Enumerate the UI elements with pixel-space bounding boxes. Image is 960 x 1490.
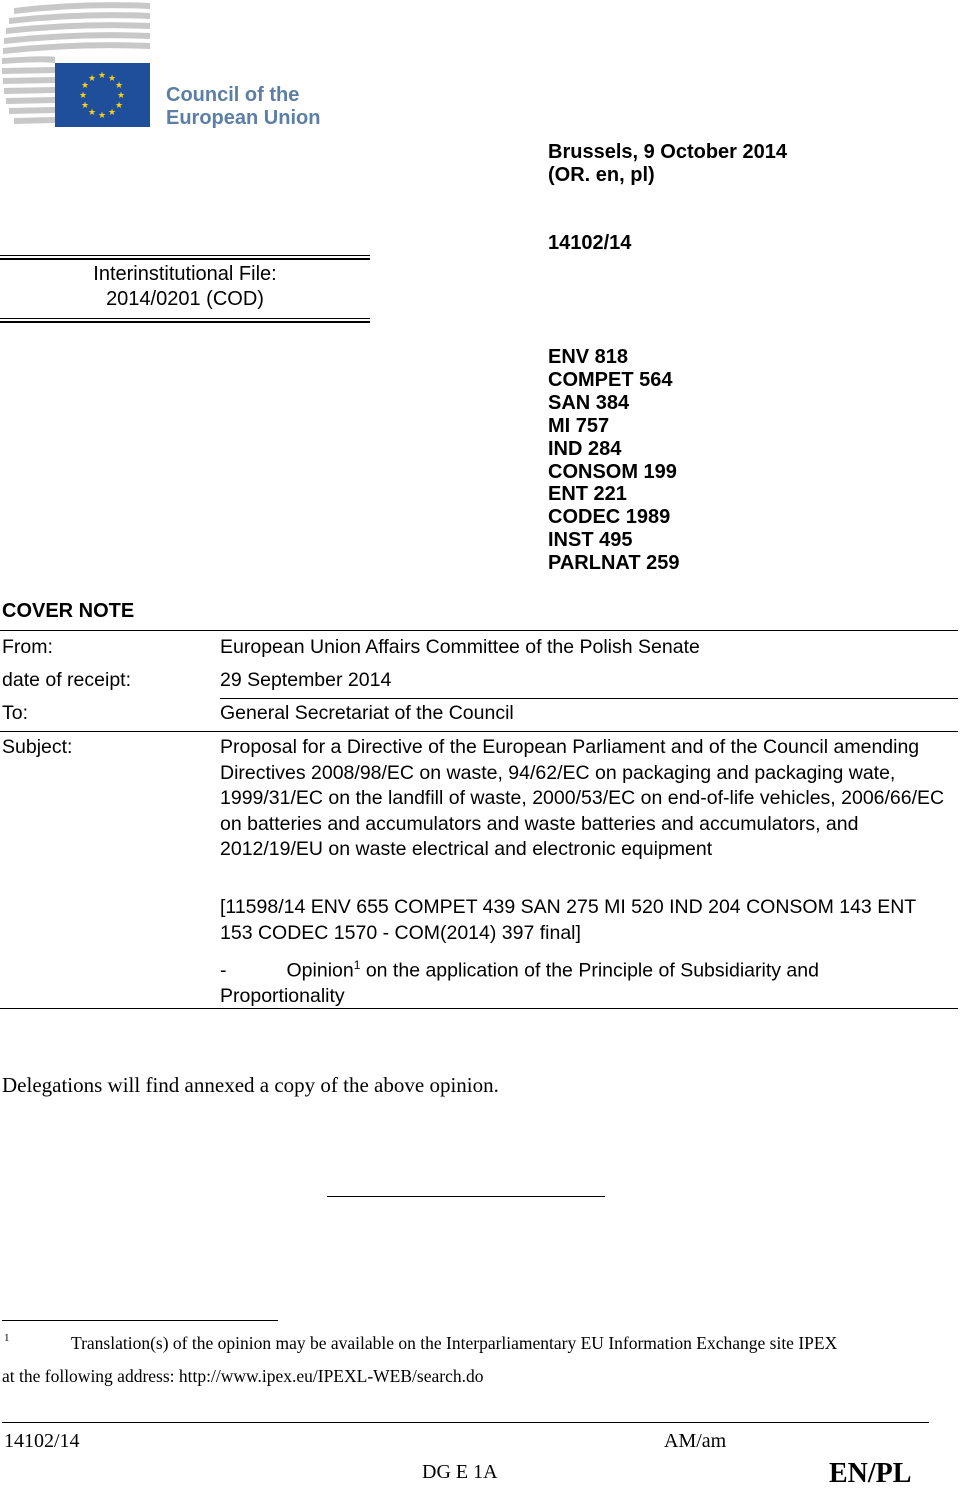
delegations-text: Delegations will find annexed a copy of the above opinion. xyxy=(2,1073,499,1097)
svg-text:★: ★ xyxy=(114,81,124,91)
classification-code: COMPET 564 xyxy=(548,368,673,391)
svg-text:★: ★ xyxy=(78,91,88,101)
svg-text:★: ★ xyxy=(107,108,117,118)
subject-reference: [11598/14 ENV 655 COMPET 439 SAN 275 MI 520 IND 204 CONSOM 143 ENT 153 CODEC 1570 - COM(2014) 397 final] xyxy=(220,896,916,944)
svg-text:★: ★ xyxy=(80,81,90,91)
org-name-line1: Council of the xyxy=(166,84,300,106)
footer-language: EN/PL xyxy=(829,1458,912,1489)
file-label: Interinstitutional File: xyxy=(93,263,277,285)
footer-dg: DG E 1A xyxy=(422,1461,498,1483)
file-number: 2014/0201 (COD) xyxy=(106,288,264,310)
classification-codes xyxy=(548,346,680,575)
receipt-label: date of receipt: xyxy=(2,669,131,691)
table-rule xyxy=(220,698,958,699)
subject-text: Proposal for a Directive of the European Parliament and of the Council amending Directives 2008/98/EC on waste, 94/62/EC on packaging and packaging wate, 1999/31/EC on the landfill of waste, 2000/53/EC on end-of-life vehicles, 2006/66/EC on batteries and accumulators and waste batteries and accumulators, and 2012/19/EU on waste electrical and electronic equipment xyxy=(220,736,945,860)
opinion-dash: - xyxy=(220,959,227,982)
svg-text:★: ★ xyxy=(97,111,107,121)
svg-text:★: ★ xyxy=(114,101,124,111)
footnote-line1: Translation(s) of the opinion may be available on the Interparliamentary EU Information Exchange site IPEX xyxy=(71,1333,838,1353)
table-rule xyxy=(0,731,958,732)
footer-rule xyxy=(2,1422,929,1423)
from-label: From: xyxy=(2,636,53,658)
to-value: General Secretariat of the Council xyxy=(220,702,514,724)
svg-text:★: ★ xyxy=(80,101,90,111)
footnote-ref[interactable]: 1 xyxy=(353,958,361,972)
footnote-line2: at the following address: http://www.ipex.eu/IPEXL-WEB/search.do xyxy=(2,1366,484,1386)
interinstitutional-file xyxy=(0,262,370,312)
opinion-word: Opinion xyxy=(286,959,354,982)
classification-code: INST 495 xyxy=(548,529,633,552)
svg-text:★: ★ xyxy=(87,74,97,84)
classification-code: ENT 221 xyxy=(548,483,627,506)
cover-note-title: COVER NOTE xyxy=(2,600,135,622)
footnote-rule xyxy=(2,1320,278,1321)
to-label: To: xyxy=(2,702,29,724)
subject-opinion xyxy=(220,953,945,1010)
place-date: Brussels, 9 October 2014 xyxy=(548,141,788,163)
classification-code: IND 284 xyxy=(548,437,622,460)
footer-initials: AM/am xyxy=(664,1430,727,1452)
opinion-rest: on the application of the Principle of Subsidiarity and Proportionality xyxy=(220,959,819,1007)
svg-text:★: ★ xyxy=(107,74,117,84)
svg-text:★: ★ xyxy=(87,108,97,118)
file-rule-bottom xyxy=(0,318,370,323)
classification-code: MI 757 xyxy=(548,414,610,437)
table-rule xyxy=(0,630,958,631)
svg-text:★: ★ xyxy=(116,91,126,101)
classification-code: ENV 818 xyxy=(548,346,629,368)
classification-code: PARLNAT 259 xyxy=(548,552,680,575)
footnote-mark: 1 xyxy=(4,1332,10,1344)
separator xyxy=(327,1196,605,1197)
document-number: 14102/14 xyxy=(548,232,632,254)
classification-code: SAN 384 xyxy=(548,391,630,414)
footer-doc-number: 14102/14 xyxy=(4,1430,80,1452)
original-languages: (OR. en, pl) xyxy=(548,164,655,186)
file-rule-top xyxy=(0,255,370,260)
table-rule xyxy=(0,1008,958,1009)
classification-code: CODEC 1989 xyxy=(548,506,671,529)
svg-text:★: ★ xyxy=(97,71,107,81)
place-date-block xyxy=(548,141,787,187)
org-name xyxy=(166,84,320,130)
from-value: European Union Affairs Committee of the Polish Senate xyxy=(220,636,700,658)
classification-code: CONSOM 199 xyxy=(548,460,677,483)
subject-label: Subject: xyxy=(2,736,73,758)
receipt-value: 29 September 2014 xyxy=(220,669,392,691)
org-name-line2: European Union xyxy=(166,107,321,129)
